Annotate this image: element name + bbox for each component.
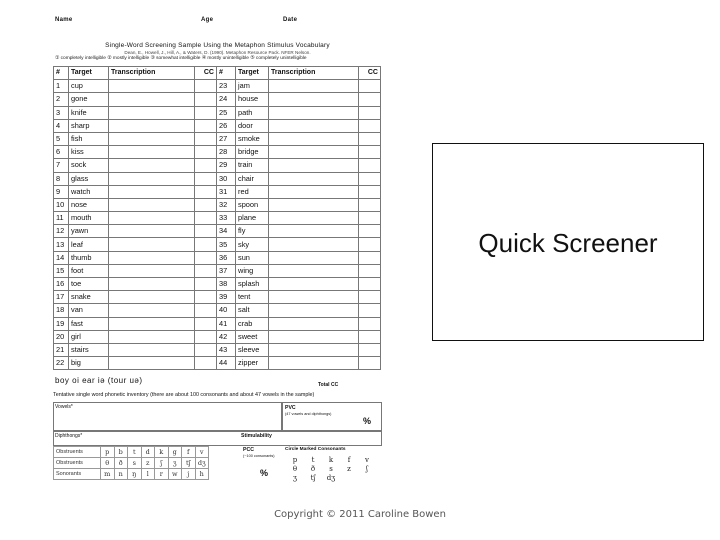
target-word: sky (236, 238, 269, 251)
item-number: 10 (54, 198, 69, 211)
target-word: sun (236, 251, 269, 264)
cc-cell[interactable] (359, 146, 381, 159)
phoneme-cell[interactable]: w (168, 469, 182, 480)
item-number: 20 (54, 330, 69, 343)
pcc-label: PCC (243, 447, 254, 453)
target-word: big (69, 357, 109, 370)
date-label: Date (283, 17, 298, 23)
phoneme-cell[interactable]: ð (114, 458, 128, 469)
target-word: tent (236, 291, 269, 304)
cc-cell[interactable] (195, 238, 217, 251)
transcription-cell[interactable] (109, 291, 195, 304)
transcription-cell[interactable] (269, 317, 359, 330)
item-number: 4 (54, 119, 69, 132)
table-row (54, 264, 381, 277)
cc-cell[interactable] (359, 185, 381, 198)
transcription-cell[interactable] (269, 278, 359, 291)
table-row (54, 119, 381, 132)
target-word: sock (69, 159, 109, 172)
cmc-row (286, 473, 376, 482)
target-word: bridge (236, 146, 269, 159)
transcription-cell[interactable] (109, 278, 195, 291)
transcription-cell[interactable] (269, 119, 359, 132)
item-number: 17 (54, 291, 69, 304)
cc-cell[interactable] (195, 264, 217, 277)
item-number: 23 (217, 80, 236, 93)
cc-cell[interactable] (359, 291, 381, 304)
table-row (54, 198, 381, 211)
item-number: 7 (54, 159, 69, 172)
target-word: toe (69, 278, 109, 291)
item-number: 5 (54, 132, 69, 145)
item-number: 44 (217, 357, 236, 370)
cc-cell[interactable] (195, 132, 217, 145)
item-number: 2 (54, 93, 69, 106)
phoneme-cell[interactable]: j (182, 469, 196, 480)
cmc-phoneme[interactable]: tʃ (310, 473, 316, 482)
cc-cell[interactable] (195, 357, 217, 370)
stimulability-label: Stimulability (241, 433, 272, 439)
transcription-cell[interactable] (109, 343, 195, 356)
cmc-phoneme[interactable] (358, 473, 376, 482)
col-transcription: Transcription (269, 67, 359, 80)
cc-cell[interactable] (195, 304, 217, 317)
target-word: path (236, 106, 269, 119)
vowels-box (53, 402, 283, 432)
item-number: 31 (217, 185, 236, 198)
transcription-cell[interactable] (109, 225, 195, 238)
cc-cell[interactable] (359, 198, 381, 211)
cc-cell[interactable] (359, 317, 381, 330)
phoneme-cell[interactable]: t (128, 447, 142, 458)
cmc-row (286, 464, 376, 473)
cc-cell[interactable] (359, 225, 381, 238)
phoneme-cell[interactable]: ʒ (168, 458, 182, 469)
cmc-table (286, 455, 376, 482)
cc-cell[interactable] (195, 146, 217, 159)
item-number: 29 (217, 159, 236, 172)
target-word: crab (236, 317, 269, 330)
inventory-row-label: Obstruents (54, 458, 101, 469)
transcription-cell[interactable] (269, 198, 359, 211)
word-table (53, 66, 381, 370)
transcription-cell[interactable] (109, 251, 195, 264)
transcription-cell[interactable] (269, 212, 359, 225)
cc-cell[interactable] (195, 278, 217, 291)
transcription-cell[interactable] (109, 146, 195, 159)
cmc-phoneme[interactable]: t (311, 455, 315, 464)
phonetic-inventory (53, 402, 380, 492)
consonant-inventory-table (53, 446, 209, 480)
cmc-label: Circle Marked Consonants (285, 447, 346, 452)
pvc-sublabel: (47 vowels and diphthongs) (285, 412, 332, 416)
item-number: 35 (217, 238, 236, 251)
transcription-cell[interactable] (269, 238, 359, 251)
transcription-cell[interactable] (269, 251, 359, 264)
item-number: 26 (217, 119, 236, 132)
target-word: knife (69, 106, 109, 119)
col-cc: CC (195, 67, 217, 80)
col-number: # (217, 67, 236, 80)
item-number: 6 (54, 146, 69, 159)
table-row (54, 185, 381, 198)
target-word: plane (236, 212, 269, 225)
cc-cell[interactable] (359, 357, 381, 370)
item-number: 39 (217, 291, 236, 304)
transcription-cell[interactable] (109, 185, 195, 198)
cmc-phoneme[interactable]: θ (292, 464, 298, 473)
cc-cell[interactable] (359, 330, 381, 343)
inventory-row-label: Obstruents (54, 447, 101, 458)
transcription-cell[interactable] (269, 93, 359, 106)
cmc-row (286, 455, 376, 464)
transcription-cell[interactable] (269, 304, 359, 317)
transcription-cell[interactable] (269, 357, 359, 370)
target-word: snake (69, 291, 109, 304)
transcription-cell[interactable] (109, 238, 195, 251)
item-number: 22 (54, 357, 69, 370)
cc-cell[interactable] (359, 238, 381, 251)
phoneme-cell[interactable]: ʃ (155, 458, 169, 469)
transcription-cell[interactable] (109, 317, 195, 330)
table-row (54, 172, 381, 185)
transcription-cell[interactable] (269, 106, 359, 119)
phoneme-cell[interactable]: ŋ (128, 469, 142, 480)
phoneme-cell[interactable]: s (128, 458, 142, 469)
phoneme-cell[interactable]: k (155, 447, 169, 458)
table-row (54, 132, 381, 145)
table-row (54, 291, 381, 304)
target-word: sweet (236, 330, 269, 343)
table-header-row (54, 67, 381, 80)
quick-screener-box (432, 143, 704, 341)
pvc-percent: % (363, 416, 372, 426)
col-target: Target (236, 67, 269, 80)
cc-cell[interactable] (195, 198, 217, 211)
inventory-row (54, 447, 209, 458)
target-word: stairs (69, 343, 109, 356)
table-row (54, 93, 381, 106)
cc-cell[interactable] (195, 225, 217, 238)
col-target: Target (69, 67, 109, 80)
cc-cell[interactable] (359, 93, 381, 106)
phoneme-cell[interactable]: d (141, 447, 155, 458)
item-number: 36 (217, 251, 236, 264)
pcc-sublabel: (~100 consonants) (243, 454, 275, 458)
table-row (54, 357, 381, 370)
transcription-cell[interactable] (269, 172, 359, 185)
target-word: nose (69, 198, 109, 211)
target-word: yawn (69, 225, 109, 238)
target-word: fish (69, 132, 109, 145)
target-word: sharp (69, 119, 109, 132)
table-row (54, 330, 381, 343)
transcription-cell[interactable] (269, 225, 359, 238)
cc-cell[interactable] (195, 343, 217, 356)
transcription-cell[interactable] (109, 132, 195, 145)
item-number: 43 (217, 343, 236, 356)
table-row (54, 317, 381, 330)
table-row (54, 159, 381, 172)
transcription-cell[interactable] (269, 80, 359, 93)
cmc-phoneme[interactable]: z (347, 464, 351, 473)
intelligibility-legend: ① completely intelligible ② mostly intelligible ③ somewhat intelligible ④ mostly unintelligible ⑤ completely unintelligible (55, 56, 307, 61)
phoneme-cell[interactable]: v (195, 447, 209, 458)
diphthongs-label: Diphthongs* (55, 433, 83, 439)
phoneme-cell[interactable]: l (141, 469, 155, 480)
target-word: red (236, 185, 269, 198)
target-word: fast (69, 317, 109, 330)
item-number: 28 (217, 146, 236, 159)
target-word: watch (69, 185, 109, 198)
transcription-cell[interactable] (109, 264, 195, 277)
cc-cell[interactable] (359, 80, 381, 93)
transcription-cell[interactable] (109, 159, 195, 172)
transcription-cell[interactable] (269, 291, 359, 304)
age-label: Age (201, 17, 214, 23)
inventory-row (54, 458, 209, 469)
cmc-phoneme[interactable]: s (329, 464, 333, 473)
phoneme-cell[interactable]: θ (101, 458, 115, 469)
cc-cell[interactable] (195, 251, 217, 264)
cc-cell[interactable] (359, 159, 381, 172)
target-word: splash (236, 278, 269, 291)
transcription-cell[interactable] (109, 80, 195, 93)
item-number: 27 (217, 132, 236, 145)
item-number: 21 (54, 343, 69, 356)
transcription-cell[interactable] (109, 119, 195, 132)
table-row (54, 212, 381, 225)
item-number: 8 (54, 172, 69, 185)
cc-cell[interactable] (359, 212, 381, 225)
phoneme-cell[interactable]: b (114, 447, 128, 458)
transcription-cell[interactable] (109, 93, 195, 106)
pvc-label: PVC (285, 405, 296, 411)
copyright-notice: Copyright © 2011 Caroline Bowen (274, 509, 446, 520)
col-cc: CC (359, 67, 381, 80)
phoneme-cell[interactable]: r (155, 469, 169, 480)
item-number: 14 (54, 251, 69, 264)
item-number: 25 (217, 106, 236, 119)
cc-cell[interactable] (195, 119, 217, 132)
target-word: gone (69, 93, 109, 106)
table-row (54, 304, 381, 317)
col-number: # (54, 67, 69, 80)
target-word: zipper (236, 357, 269, 370)
phoneme-cell[interactable]: h (195, 469, 209, 480)
target-word: door (236, 119, 269, 132)
cmc-phoneme[interactable]: k (328, 455, 334, 464)
item-number: 41 (217, 317, 236, 330)
target-word: cup (69, 80, 109, 93)
table-row (54, 278, 381, 291)
cc-cell[interactable] (195, 80, 217, 93)
table-row (54, 251, 381, 264)
transcription-cell[interactable] (109, 330, 195, 343)
cc-cell[interactable] (359, 304, 381, 317)
cc-cell[interactable] (195, 172, 217, 185)
form-citation: Dean, E., Howell, J., Hill, A., & Waters, D. (1990). Metaphon Resource Pack. NFER Nelson. (124, 50, 311, 55)
table-row (54, 146, 381, 159)
cmc-phoneme[interactable]: ð (310, 464, 316, 473)
cmc-phoneme[interactable]: p (292, 455, 298, 464)
cc-cell[interactable] (195, 159, 217, 172)
phoneme-cell[interactable]: g (168, 447, 182, 458)
cmc-phoneme[interactable]: dʒ (326, 473, 336, 482)
phoneme-cell[interactable]: dʒ (195, 458, 209, 469)
cc-cell[interactable] (195, 185, 217, 198)
target-word: jam (236, 80, 269, 93)
col-transcription: Transcription (109, 67, 195, 80)
target-word: chair (236, 172, 269, 185)
cc-cell[interactable] (359, 264, 381, 277)
item-number: 15 (54, 264, 69, 277)
transcription-cell[interactable] (269, 343, 359, 356)
transcription-cell[interactable] (269, 159, 359, 172)
cc-cell[interactable] (359, 132, 381, 145)
item-number: 19 (54, 317, 69, 330)
inventory-row (54, 469, 209, 480)
item-number: 12 (54, 225, 69, 238)
transcription-cell[interactable] (109, 172, 195, 185)
cc-cell[interactable] (359, 278, 381, 291)
item-number: 1 (54, 80, 69, 93)
item-number: 38 (217, 278, 236, 291)
item-number: 11 (54, 212, 69, 225)
item-number: 40 (217, 304, 236, 317)
target-word: foot (69, 264, 109, 277)
cc-cell[interactable] (195, 317, 217, 330)
cc-cell[interactable] (195, 330, 217, 343)
table-row (54, 225, 381, 238)
target-word: leaf (69, 238, 109, 251)
item-number: 24 (217, 93, 236, 106)
target-word: salt (236, 304, 269, 317)
table-row (54, 238, 381, 251)
cmc-phoneme[interactable]: ʒ (293, 473, 297, 482)
transcription-cell[interactable] (109, 198, 195, 211)
phoneme-cell[interactable]: n (114, 469, 128, 480)
target-word: thumb (69, 251, 109, 264)
transcription-cell[interactable] (109, 106, 195, 119)
target-word: wing (236, 264, 269, 277)
transcription-cell[interactable] (269, 185, 359, 198)
cc-cell[interactable] (359, 106, 381, 119)
cc-cell[interactable] (359, 343, 381, 356)
quick-screener-heading: Quick Screener (478, 228, 658, 258)
cc-cell[interactable] (359, 251, 381, 264)
item-number: 18 (54, 304, 69, 317)
target-word: girl (69, 330, 109, 343)
target-word: kiss (69, 146, 109, 159)
cmc-phoneme[interactable] (340, 473, 358, 482)
transcription-cell[interactable] (269, 132, 359, 145)
target-word: house (236, 93, 269, 106)
target-word: smoke (236, 132, 269, 145)
target-word: spoon (236, 198, 269, 211)
item-number: 37 (217, 264, 236, 277)
pcc-percent: % (260, 468, 269, 478)
cc-cell[interactable] (195, 93, 217, 106)
transcription-cell[interactable] (269, 330, 359, 343)
table-row (54, 343, 381, 356)
screening-form (50, 12, 385, 494)
target-word: train (236, 159, 269, 172)
form-title: Single-Word Screening Sample Using the Metaphon Stimulus Vocabulary (105, 42, 330, 49)
cmc-phoneme[interactable]: f (347, 455, 351, 464)
inventory-row-label: Sonorants (54, 469, 101, 480)
phoneme-cell[interactable]: f (182, 447, 196, 458)
table-row (54, 106, 381, 119)
target-word: mouth (69, 212, 109, 225)
item-number: 3 (54, 106, 69, 119)
cmc-phoneme[interactable]: ʃ (366, 464, 368, 473)
item-number: 16 (54, 278, 69, 291)
table-row (54, 80, 381, 93)
phoneme-cell[interactable]: m (101, 469, 115, 480)
transcription-cell[interactable] (109, 212, 195, 225)
phoneme-cell[interactable]: tʃ (182, 458, 196, 469)
vowels-label: Vowels* (55, 404, 73, 410)
target-word: sleeve (236, 343, 269, 356)
item-number: 32 (217, 198, 236, 211)
name-label: Name (55, 17, 73, 23)
diphthongs-box (53, 430, 382, 446)
item-number: 42 (217, 330, 236, 343)
item-number: 13 (54, 238, 69, 251)
phoneme-cell[interactable]: z (141, 458, 155, 469)
transcription-cell[interactable] (269, 146, 359, 159)
phoneme-cell[interactable]: p (101, 447, 115, 458)
cc-cell[interactable] (195, 106, 217, 119)
diphthong-gloss: boy oi ear iə (tour uə) (55, 376, 143, 385)
cc-cell[interactable] (359, 172, 381, 185)
cmc-phoneme[interactable]: v (365, 455, 369, 464)
target-word: van (69, 304, 109, 317)
inventory-caption: Tentative single word phonetic inventory (there are about 100 consonants and about 47 vowels in the sample) (53, 392, 315, 398)
total-cc-label: Total CC (318, 382, 339, 388)
target-word: glass (69, 172, 109, 185)
target-word: fly (236, 225, 269, 238)
item-number: 34 (217, 225, 236, 238)
item-number: 33 (217, 212, 236, 225)
item-number: 30 (217, 172, 236, 185)
cc-cell[interactable] (195, 291, 217, 304)
transcription-cell[interactable] (109, 304, 195, 317)
cc-cell[interactable] (195, 212, 217, 225)
cc-cell[interactable] (359, 119, 381, 132)
transcription-cell[interactable] (269, 264, 359, 277)
transcription-cell[interactable] (109, 357, 195, 370)
item-number: 9 (54, 185, 69, 198)
